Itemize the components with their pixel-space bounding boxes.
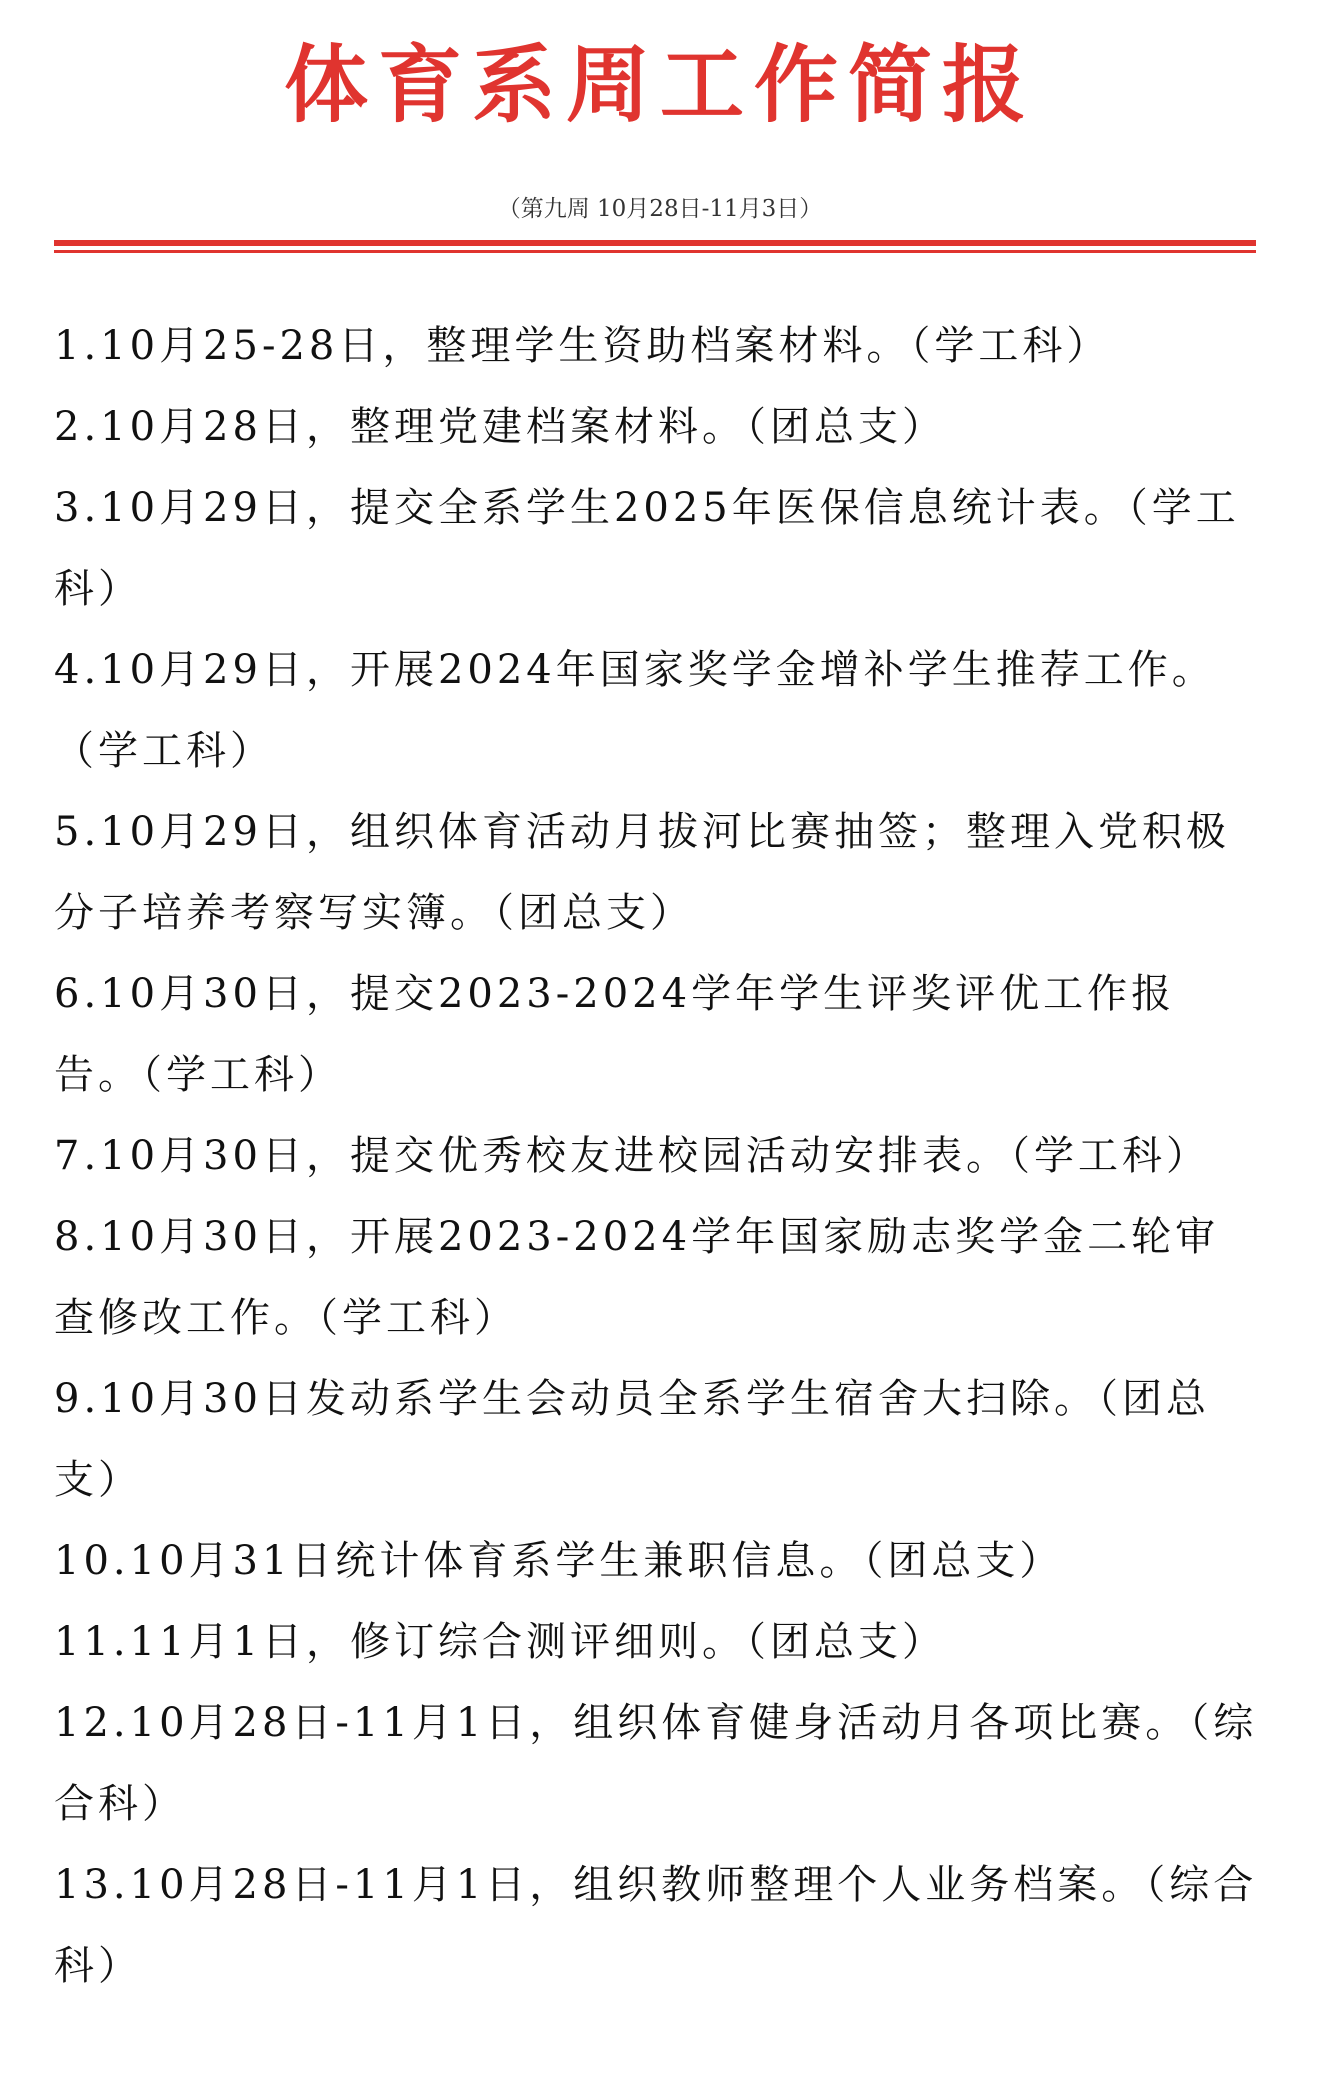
work-item: 12.10月28日-11月1日，组织体育健身活动月各项比赛。（综合科） bbox=[54, 1700, 1258, 1827]
header-divider-thin bbox=[54, 250, 1256, 253]
work-item: 2.10月28日，整理党建档案材料。（团总支） bbox=[54, 404, 946, 450]
work-item: 8.10月30日，开展2023-2024学年国家励志奖学金二轮审查修改工作。（学工科） bbox=[54, 1214, 1220, 1341]
page-title: 体育系周工作简报 bbox=[283, 35, 1036, 134]
header-divider-thick bbox=[54, 240, 1256, 246]
work-item: 13.10月28日-11月1日，组织教师整理个人业务档案。（综合科） bbox=[54, 1862, 1258, 1989]
work-item: 7.10月30日，提交优秀校友进校园活动安排表。（学工科） bbox=[54, 1133, 1210, 1179]
work-item: 6.10月30日，提交2023-2024学年学生评奖评优工作报告。（学工科） bbox=[54, 971, 1176, 1098]
work-item: 11.11月1日，修订综合测评细则。（团总支） bbox=[54, 1619, 946, 1665]
work-item: 1.10月25-28日，整理学生资助档案材料。（学工科） bbox=[54, 323, 1111, 369]
work-item: 4.10月29日，开展2024年国家奖学金增补学生推荐工作。（学工科） bbox=[54, 647, 1216, 774]
work-item: 5.10月29日，组织体育活动月拔河比赛抽签；整理入党积极分子培养考察写实簿。（团总支） bbox=[54, 809, 1230, 936]
page-subtitle: （第九周 10月28日-11月3日） bbox=[497, 196, 823, 222]
work-item-list bbox=[54, 306, 1258, 2007]
work-item: 10.10月31日统计体育系学生兼职信息。（团总支） bbox=[54, 1538, 1064, 1584]
work-item: 3.10月29日，提交全系学生2025年医保信息统计表。（学工科） bbox=[54, 485, 1240, 612]
work-item: 9.10月30日发动系学生会动员全系学生宿舍大扫除。（团总支） bbox=[54, 1376, 1210, 1503]
